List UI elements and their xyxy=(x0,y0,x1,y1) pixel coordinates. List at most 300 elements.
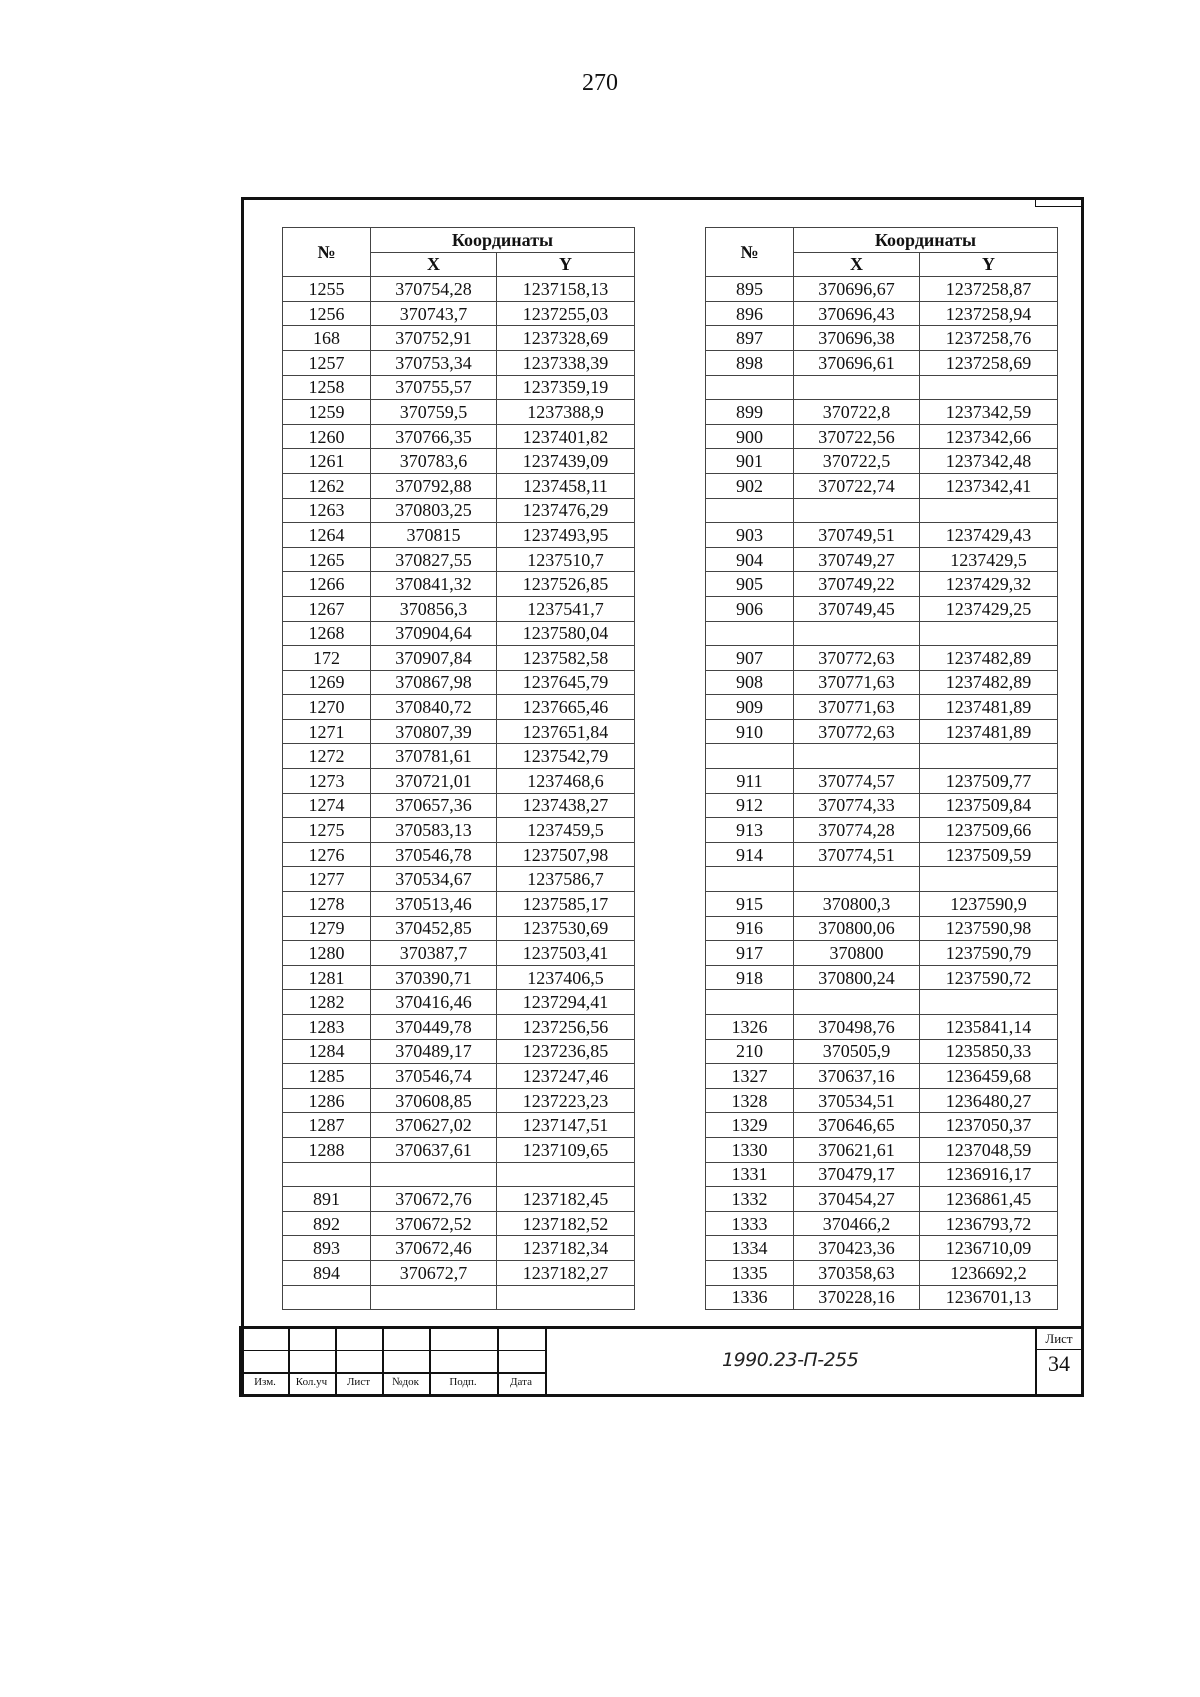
coord-y: 1237258,76 xyxy=(920,326,1058,351)
point-number xyxy=(283,1285,371,1310)
stamp-label-doc-number: №док xyxy=(392,1376,419,1388)
coord-y xyxy=(920,990,1058,1015)
coord-y: 1237342,41 xyxy=(920,473,1058,498)
point-number: 1334 xyxy=(706,1236,794,1261)
coord-x: 370721,01 xyxy=(371,769,497,794)
table-row xyxy=(706,1285,1058,1310)
point-number: 1256 xyxy=(283,301,371,326)
coord-x: 370749,22 xyxy=(794,572,920,597)
coord-x: 370646,65 xyxy=(794,1113,920,1138)
header-x: X xyxy=(794,252,920,277)
table-row xyxy=(283,1039,635,1064)
coord-y: 1237509,77 xyxy=(920,769,1058,794)
point-number: 904 xyxy=(706,547,794,572)
table-row xyxy=(283,719,635,744)
coord-x: 370807,39 xyxy=(371,719,497,744)
point-number: 1280 xyxy=(283,941,371,966)
coord-x: 370416,46 xyxy=(371,990,497,1015)
coord-x xyxy=(794,498,920,523)
coord-y: 1237223,23 xyxy=(497,1088,635,1113)
coord-y: 1237342,48 xyxy=(920,449,1058,474)
coord-y: 1237482,89 xyxy=(920,670,1058,695)
header-y: Y xyxy=(497,252,635,277)
point-number: 1267 xyxy=(283,596,371,621)
coord-x: 370907,84 xyxy=(371,646,497,671)
table-row xyxy=(283,277,635,302)
coord-y: 1237359,19 xyxy=(497,375,635,400)
coord-y: 1237401,82 xyxy=(497,424,635,449)
table-row xyxy=(706,1113,1058,1138)
coord-y: 1237182,52 xyxy=(497,1211,635,1236)
coord-x: 370627,02 xyxy=(371,1113,497,1138)
coord-x: 370454,27 xyxy=(794,1187,920,1212)
table-row xyxy=(706,424,1058,449)
coord-x: 370722,56 xyxy=(794,424,920,449)
coord-y: 1237256,56 xyxy=(497,1015,635,1040)
coord-x: 370827,55 xyxy=(371,547,497,572)
coord-x: 370672,52 xyxy=(371,1211,497,1236)
coord-x: 370856,3 xyxy=(371,596,497,621)
table-row xyxy=(706,596,1058,621)
table-row xyxy=(283,326,635,351)
point-number: 1277 xyxy=(283,867,371,892)
table-row xyxy=(283,621,635,646)
coord-y: 1236701,13 xyxy=(920,1285,1058,1310)
coord-y: 1235850,33 xyxy=(920,1039,1058,1064)
coord-x: 370358,63 xyxy=(794,1260,920,1285)
point-number: 914 xyxy=(706,842,794,867)
title-block-stamp xyxy=(239,1326,1084,1397)
coord-y: 1237236,85 xyxy=(497,1039,635,1064)
coord-y: 1235841,14 xyxy=(920,1015,1058,1040)
point-number: 895 xyxy=(706,277,794,302)
coord-y: 1237048,59 xyxy=(920,1137,1058,1162)
coord-x: 370672,46 xyxy=(371,1236,497,1261)
coord-x: 370546,78 xyxy=(371,842,497,867)
point-number: 1257 xyxy=(283,350,371,375)
table-row xyxy=(706,301,1058,326)
sheet-label: Лист xyxy=(1037,1331,1081,1350)
stamp-label-signature: Подп. xyxy=(449,1376,477,1388)
coordinates-table-right xyxy=(705,227,1058,1310)
coord-y xyxy=(497,1285,635,1310)
point-number: 893 xyxy=(283,1236,371,1261)
coord-y: 1237182,45 xyxy=(497,1187,635,1212)
point-number: 1331 xyxy=(706,1162,794,1187)
point-number: 1275 xyxy=(283,818,371,843)
coord-y: 1237468,6 xyxy=(497,769,635,794)
coord-y: 1237247,46 xyxy=(497,1064,635,1089)
coord-y: 1237509,84 xyxy=(920,793,1058,818)
coord-y: 1237438,27 xyxy=(497,793,635,818)
point-number: 1274 xyxy=(283,793,371,818)
table-row xyxy=(706,1064,1058,1089)
table-row xyxy=(706,769,1058,794)
coord-x: 370792,88 xyxy=(371,473,497,498)
coord-x: 370774,33 xyxy=(794,793,920,818)
coord-y: 1237509,59 xyxy=(920,842,1058,867)
table-row xyxy=(283,1211,635,1236)
point-number: 1284 xyxy=(283,1039,371,1064)
coord-y: 1237258,94 xyxy=(920,301,1058,326)
coord-x: 370696,43 xyxy=(794,301,920,326)
table-row xyxy=(706,719,1058,744)
point-number: 1279 xyxy=(283,916,371,941)
coord-y: 1237158,13 xyxy=(497,277,635,302)
point-number: 900 xyxy=(706,424,794,449)
table-row xyxy=(706,1088,1058,1113)
point-number: 1269 xyxy=(283,670,371,695)
point-number xyxy=(706,867,794,892)
coord-x: 370505,9 xyxy=(794,1039,920,1064)
coord-y: 1237109,65 xyxy=(497,1137,635,1162)
point-number xyxy=(706,498,794,523)
table-row xyxy=(283,424,635,449)
point-number: 1258 xyxy=(283,375,371,400)
table-row xyxy=(706,695,1058,720)
point-number: 1332 xyxy=(706,1187,794,1212)
coord-y: 1237665,46 xyxy=(497,695,635,720)
coord-y: 1236793,72 xyxy=(920,1211,1058,1236)
coord-x xyxy=(794,375,920,400)
coord-y: 1237541,7 xyxy=(497,596,635,621)
table-row xyxy=(283,572,635,597)
table-row xyxy=(283,695,635,720)
coord-y: 1237507,98 xyxy=(497,842,635,867)
coord-y: 1237429,32 xyxy=(920,572,1058,597)
table-row xyxy=(706,572,1058,597)
coord-y: 1236480,27 xyxy=(920,1088,1058,1113)
sheet-number-box xyxy=(1035,1329,1081,1394)
table-row xyxy=(283,1088,635,1113)
header-number: № xyxy=(706,228,794,277)
point-number: 916 xyxy=(706,916,794,941)
point-number: 912 xyxy=(706,793,794,818)
table-row xyxy=(706,793,1058,818)
table-row xyxy=(283,1236,635,1261)
table-row xyxy=(706,1260,1058,1285)
point-number: 906 xyxy=(706,596,794,621)
coord-y: 1237476,29 xyxy=(497,498,635,523)
point-number: 1273 xyxy=(283,769,371,794)
coord-y: 1237439,09 xyxy=(497,449,635,474)
coord-y: 1237510,7 xyxy=(497,547,635,572)
table-row xyxy=(283,1162,635,1187)
coord-x: 370755,57 xyxy=(371,375,497,400)
point-number: 1288 xyxy=(283,1137,371,1162)
coord-x: 370774,51 xyxy=(794,842,920,867)
coord-y: 1237482,89 xyxy=(920,646,1058,671)
point-number: 907 xyxy=(706,646,794,671)
coord-x: 370489,17 xyxy=(371,1039,497,1064)
coord-x: 370722,5 xyxy=(794,449,920,474)
point-number xyxy=(706,990,794,1015)
stamp-grid xyxy=(242,1329,547,1394)
coord-x: 370800,24 xyxy=(794,965,920,990)
coord-y: 1237050,37 xyxy=(920,1113,1058,1138)
coord-y: 1237338,39 xyxy=(497,350,635,375)
table-row xyxy=(706,744,1058,769)
table-row xyxy=(706,547,1058,572)
coord-x: 370783,6 xyxy=(371,449,497,474)
coord-x: 370722,8 xyxy=(794,400,920,425)
coord-x: 370637,61 xyxy=(371,1137,497,1162)
table-row xyxy=(283,1260,635,1285)
coord-x: 370781,61 xyxy=(371,744,497,769)
table-row xyxy=(706,818,1058,843)
coord-x: 370771,63 xyxy=(794,695,920,720)
frame-corner-tab xyxy=(1035,200,1081,207)
point-number xyxy=(706,621,794,646)
point-number: 1276 xyxy=(283,842,371,867)
table-row xyxy=(706,1039,1058,1064)
point-number: 909 xyxy=(706,695,794,720)
coord-x: 370800 xyxy=(794,941,920,966)
document-code: 1990.23-П-255 xyxy=(722,1349,859,1371)
coord-x: 370752,91 xyxy=(371,326,497,351)
table-row xyxy=(283,769,635,794)
coord-y: 1237590,72 xyxy=(920,965,1058,990)
table-row xyxy=(706,621,1058,646)
point-number: 1286 xyxy=(283,1088,371,1113)
coord-x: 370722,74 xyxy=(794,473,920,498)
table-row xyxy=(706,277,1058,302)
table-row xyxy=(283,892,635,917)
coord-x: 370452,85 xyxy=(371,916,497,941)
coord-x: 370774,28 xyxy=(794,818,920,843)
stamp-label-date: Дата xyxy=(510,1376,532,1388)
table-row xyxy=(706,965,1058,990)
point-number: 891 xyxy=(283,1187,371,1212)
coord-x: 370841,32 xyxy=(371,572,497,597)
coord-y xyxy=(920,498,1058,523)
coord-y: 1236710,09 xyxy=(920,1236,1058,1261)
point-number: 901 xyxy=(706,449,794,474)
coord-x: 370800,3 xyxy=(794,892,920,917)
table-row xyxy=(283,301,635,326)
table-row xyxy=(706,1162,1058,1187)
table-row xyxy=(283,646,635,671)
coord-y: 1237328,69 xyxy=(497,326,635,351)
coord-x: 370608,85 xyxy=(371,1088,497,1113)
table-row xyxy=(283,375,635,400)
table-row xyxy=(283,1285,635,1310)
coord-y: 1237255,03 xyxy=(497,301,635,326)
table-row xyxy=(283,449,635,474)
coord-y: 1237651,84 xyxy=(497,719,635,744)
header-number: № xyxy=(283,228,371,277)
table-row xyxy=(706,842,1058,867)
point-number: 903 xyxy=(706,523,794,548)
table-row xyxy=(283,1064,635,1089)
sheet-number: 34 xyxy=(1048,1351,1070,1376)
coord-y: 1237590,79 xyxy=(920,941,1058,966)
point-number: 1327 xyxy=(706,1064,794,1089)
point-number: 1335 xyxy=(706,1260,794,1285)
table-row xyxy=(283,744,635,769)
coord-x: 370621,61 xyxy=(794,1137,920,1162)
point-number xyxy=(283,1162,371,1187)
point-number: 1266 xyxy=(283,572,371,597)
point-number: 1260 xyxy=(283,424,371,449)
coord-x xyxy=(371,1162,497,1187)
point-number: 894 xyxy=(283,1260,371,1285)
point-number: 911 xyxy=(706,769,794,794)
table-row xyxy=(283,965,635,990)
coord-x: 370867,98 xyxy=(371,670,497,695)
coord-x: 370637,16 xyxy=(794,1064,920,1089)
table-row xyxy=(283,400,635,425)
table-row xyxy=(706,326,1058,351)
coord-x: 370749,51 xyxy=(794,523,920,548)
table-row xyxy=(283,1015,635,1040)
point-number: 1281 xyxy=(283,965,371,990)
point-number: 1268 xyxy=(283,621,371,646)
coord-x: 370534,67 xyxy=(371,867,497,892)
table-row xyxy=(283,793,635,818)
coord-y: 1237493,95 xyxy=(497,523,635,548)
coord-y xyxy=(497,1162,635,1187)
stamp-col-line xyxy=(545,1329,547,1394)
point-number: 1255 xyxy=(283,277,371,302)
table-row xyxy=(283,941,635,966)
point-number: 1259 xyxy=(283,400,371,425)
coord-x: 370774,57 xyxy=(794,769,920,794)
point-number: 1263 xyxy=(283,498,371,523)
coord-y: 1237526,85 xyxy=(497,572,635,597)
point-number: 898 xyxy=(706,350,794,375)
coord-y: 1236861,45 xyxy=(920,1187,1058,1212)
coord-y: 1237294,41 xyxy=(497,990,635,1015)
table-row xyxy=(706,375,1058,400)
table-row xyxy=(706,892,1058,917)
table-row xyxy=(283,990,635,1015)
point-number: 168 xyxy=(283,326,371,351)
coord-x: 370803,25 xyxy=(371,498,497,523)
table-row xyxy=(283,473,635,498)
table-row xyxy=(706,646,1058,671)
point-number: 917 xyxy=(706,941,794,966)
coord-x: 370696,67 xyxy=(794,277,920,302)
coord-x: 370672,76 xyxy=(371,1187,497,1212)
table-row xyxy=(283,523,635,548)
coord-y: 1237586,7 xyxy=(497,867,635,892)
point-number xyxy=(706,375,794,400)
coord-x: 370423,36 xyxy=(794,1236,920,1261)
coord-x xyxy=(794,744,920,769)
table-row xyxy=(706,1015,1058,1040)
coord-y: 1237459,5 xyxy=(497,818,635,843)
coord-x: 370672,7 xyxy=(371,1260,497,1285)
table-row xyxy=(283,547,635,572)
table-row xyxy=(706,523,1058,548)
coord-y: 1237147,51 xyxy=(497,1113,635,1138)
coord-x: 370696,38 xyxy=(794,326,920,351)
coord-y: 1237458,11 xyxy=(497,473,635,498)
table-row xyxy=(706,473,1058,498)
coord-x: 370498,76 xyxy=(794,1015,920,1040)
table-row xyxy=(283,1113,635,1138)
stamp-label-sheet: Лист xyxy=(346,1376,371,1388)
table-row xyxy=(706,350,1058,375)
table-row xyxy=(283,916,635,941)
table-row xyxy=(283,867,635,892)
coord-y: 1237342,66 xyxy=(920,424,1058,449)
coord-x: 370766,35 xyxy=(371,424,497,449)
point-number: 1265 xyxy=(283,547,371,572)
point-number: 210 xyxy=(706,1039,794,1064)
coord-x xyxy=(371,1285,497,1310)
table-row xyxy=(706,449,1058,474)
point-number: 915 xyxy=(706,892,794,917)
coord-x xyxy=(794,867,920,892)
coord-x: 370583,13 xyxy=(371,818,497,843)
header-x: X xyxy=(371,252,497,277)
point-number: 1283 xyxy=(283,1015,371,1040)
point-number: 1261 xyxy=(283,449,371,474)
table-row xyxy=(283,818,635,843)
coord-y: 1237258,69 xyxy=(920,350,1058,375)
point-number: 918 xyxy=(706,965,794,990)
coord-y: 1237388,9 xyxy=(497,400,635,425)
point-number: 1287 xyxy=(283,1113,371,1138)
coord-x: 370754,28 xyxy=(371,277,497,302)
coord-x: 370815 xyxy=(371,523,497,548)
point-number: 1262 xyxy=(283,473,371,498)
coord-y: 1237258,87 xyxy=(920,277,1058,302)
coord-y: 1237590,98 xyxy=(920,916,1058,941)
coord-y: 1236916,17 xyxy=(920,1162,1058,1187)
coord-y: 1237342,59 xyxy=(920,400,1058,425)
coord-x: 370228,16 xyxy=(794,1285,920,1310)
header-y: Y xyxy=(920,252,1058,277)
coord-y: 1237481,89 xyxy=(920,719,1058,744)
point-number: 1328 xyxy=(706,1088,794,1113)
coord-y xyxy=(920,744,1058,769)
coord-x xyxy=(794,990,920,1015)
coordinates-table-left xyxy=(282,227,635,1310)
coord-x: 370771,63 xyxy=(794,670,920,695)
coord-y: 1237530,69 xyxy=(497,916,635,941)
point-number: 899 xyxy=(706,400,794,425)
coord-x: 370743,7 xyxy=(371,301,497,326)
coord-y: 1237585,17 xyxy=(497,892,635,917)
coord-y: 1237542,79 xyxy=(497,744,635,769)
table-row xyxy=(706,1236,1058,1261)
coord-x: 370759,5 xyxy=(371,400,497,425)
table-row xyxy=(283,842,635,867)
coord-y: 1237182,34 xyxy=(497,1236,635,1261)
coord-x: 370534,51 xyxy=(794,1088,920,1113)
point-number: 1270 xyxy=(283,695,371,720)
point-number: 1333 xyxy=(706,1211,794,1236)
point-number: 908 xyxy=(706,670,794,695)
coord-y: 1237645,79 xyxy=(497,670,635,695)
header-coordinates: Координаты xyxy=(371,228,635,253)
point-number: 897 xyxy=(706,326,794,351)
table-row xyxy=(283,670,635,695)
coord-y: 1237582,58 xyxy=(497,646,635,671)
table-row xyxy=(706,400,1058,425)
point-number: 896 xyxy=(706,301,794,326)
coord-x: 370753,34 xyxy=(371,350,497,375)
coord-x: 370390,71 xyxy=(371,965,497,990)
coord-x: 370466,2 xyxy=(794,1211,920,1236)
coord-x: 370449,78 xyxy=(371,1015,497,1040)
coord-x: 370904,64 xyxy=(371,621,497,646)
page-number: 270 xyxy=(582,70,618,96)
coord-y: 1237429,43 xyxy=(920,523,1058,548)
